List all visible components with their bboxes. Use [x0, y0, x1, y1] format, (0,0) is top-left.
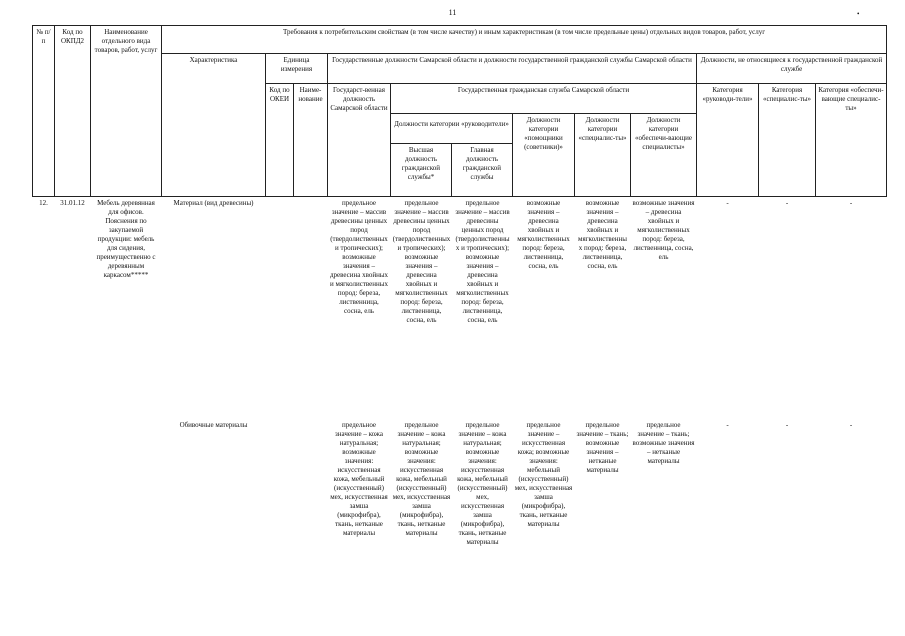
item-gov-post: предельное значение – массив древесины ценных пород (твердолиственных и тропических); возможные значения – древесина хвойных и мягколиственных пород: береза, лиственница, сосна, ель	[328, 197, 391, 419]
item-nc-specialists: -	[785, 420, 789, 429]
item-support: возможные значения – древесина хвойных и мягколиственных пород: береза, лиственница, сосна, ель	[631, 197, 697, 419]
header-nc-leaders: Категория «руководи-тели»	[697, 84, 759, 197]
row-okpd: 31.01.12	[55, 197, 91, 419]
page-number: 11	[448, 8, 457, 17]
header-assistants: Должности категории «помощники (советники)»	[513, 114, 575, 197]
requirements-table	[32, 25, 887, 609]
header-main: Главная должность гражданской службы	[462, 146, 502, 181]
item-main: предельное значение – массив древесины ценных пород (твердолиственных и тропических); возможные значения – древесина хвойных и мягколиственных пород: береза, лиственница, сосна, ель	[453, 197, 513, 419]
item-nc-support: -	[849, 420, 853, 429]
item-unit-name	[294, 419, 328, 609]
header-nc-specialists: Категория «специалис-ты»	[759, 84, 816, 197]
item-characteristic: Материал (вид древесины)	[162, 197, 266, 419]
header-unit: Единица измерения	[266, 54, 328, 84]
item-unit-code	[266, 419, 294, 609]
item-assistants: возможные значения – древесина хвойных и мягколиственных пород: береза, лиственница, сосна, ель	[513, 197, 575, 419]
item-nc-support: -	[816, 197, 887, 419]
row-no-blank	[33, 419, 55, 609]
header-non-gov-positions: Должности, не относящиеся к государственной гражданской службе	[697, 54, 887, 84]
header-requirements: Требования к потребительским свойствам (в том числе качеству) и иным характеристикам (в том числе предельные цены) отдельных видов товаров, работ, услуг	[162, 26, 887, 54]
header-specialists: Должности категории «специалис-ты»	[575, 114, 631, 197]
item-unit-code	[266, 197, 294, 419]
row-no: 12.	[33, 197, 55, 419]
header-name: Наименование отдельного вида товаров, работ, услуг	[91, 26, 162, 197]
header-civil-service: Государственная гражданская служба Самарской области	[391, 84, 697, 114]
header-okpd: Код по ОКПД2	[55, 26, 91, 197]
item-support: предельное значение – ткань; возможные значения – нетканые материалы	[632, 420, 695, 465]
header-support: Должности категории «обеспечи-вающие специалисты»	[631, 114, 697, 197]
item-main: предельное значение – кожа натуральная; возможные значения: искусственная кожа, мебельный (искусственный) мех, искусственная замша (микрофибра), ткань, нетканые материалы	[457, 420, 508, 546]
header-gov-post: Государст-венная должность Самарской области	[328, 84, 391, 197]
header-no: № п/п	[33, 26, 55, 197]
item-nc-leaders: -	[697, 197, 759, 419]
row-okpd-blank	[55, 419, 91, 609]
item-highest: предельное значение – массив древесины ценных пород (твердолиственных и тропических); возможные значения – древесина хвойных и мягколиственных пород: береза, лиственница, сосна, ель	[391, 197, 453, 419]
header-nc-support: Категория «обеспечи-вающие специалис-ты»	[816, 84, 887, 197]
item-specialists: возможные значения – древесина хвойных и мягколиственных пород: береза, лиственница, сосна, ель	[575, 197, 631, 419]
item-characteristic: Обивочные материалы	[179, 420, 248, 429]
item-highest: предельное значение – кожа натуральная; возможные значения: искусственная кожа, мебельный (искусственный) мех, искусственная замша (микрофибра), ткань, нетканые материалы	[392, 420, 451, 537]
header-unit-name: Наиме-нование	[294, 84, 328, 197]
item-nc-specialists: -	[759, 197, 816, 419]
item-gov-post: предельное значение – кожа натуральная; возможные значения: искусственная кожа, мебельный (искусственный) мех, искусственная замша (микрофибра), ткань, нетканые материалы	[330, 420, 388, 537]
scan-mark: •	[857, 10, 860, 18]
item-unit-name	[294, 197, 328, 419]
header-gov-positions: Государственные должности Самарской области и должности государственной гражданской службы Самарской области	[328, 54, 697, 84]
item-assistants: предельное значение – искусственная кожа; возможные значения: мебельный (искусственный) мех, искусственная замша (микрофибра), ткань, нетканые материалы	[514, 420, 573, 528]
item-nc-leaders: -	[726, 420, 729, 429]
header-cat-leaders: Должности категории «руководители»	[391, 114, 512, 144]
header-leaders-group	[391, 114, 513, 197]
row-name: Мебель деревянная для офисов. Пояснения по закупаемой продукции: мебель для сидения, преимущественно с деревянным каркасом*****	[91, 197, 162, 609]
header-unit-code: Код по ОКЕИ	[266, 84, 294, 197]
header-characteristic: Характеристика	[162, 54, 266, 197]
header-highest: Высшая должность гражданской службы*	[391, 144, 452, 196]
item-specialists: предельное значение – ткань; возможные значения – нетканые материалы	[576, 420, 629, 474]
